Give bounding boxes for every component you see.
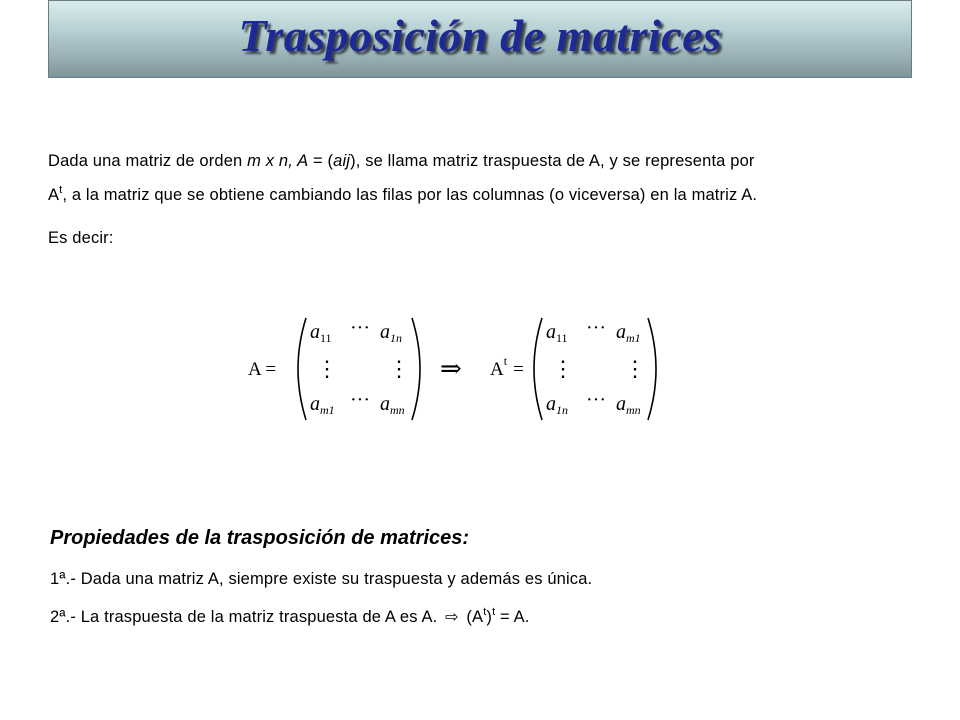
transpose-formula	[240, 314, 670, 424]
matrix-at-r3c2: $a_{mn}$	[616, 393, 641, 417]
definition-line-2	[48, 186, 948, 205]
matrix-at-left-paren	[534, 318, 542, 420]
matrix-at-r3-hdots: ···	[586, 389, 606, 411]
matrix-at-r2c2-vdots: ⋮	[624, 356, 646, 381]
matrix-a-r3c1: $a_{m1}$	[310, 393, 335, 417]
matrix-a-r1c2: $a_{1n}$	[380, 321, 402, 345]
matrix-a-r3-hdots: ···	[350, 389, 370, 411]
matrix-a-left-paren	[298, 318, 306, 420]
matrix-at-right-paren	[648, 318, 656, 420]
property-item-1: 1ª.- Dada una matriz A, siempre existe su traspuesta y además es única.	[50, 570, 593, 588]
definition-text: Dada una matriz de orden	[48, 152, 248, 170]
property-item-2	[50, 607, 530, 627]
title-banner	[48, 0, 912, 78]
matrix-a-r1-hdots: ···	[350, 317, 370, 339]
definition-text: , a la matriz que se obtiene cambiando las filas por las columnas (o viceversa) en la matriz A.	[62, 186, 758, 204]
matrix-a-r2c2-vdots: ⋮	[388, 356, 410, 381]
matrix-a-r2c1-vdots: ⋮	[316, 356, 338, 381]
page-title: Trasposición de matrices	[238, 10, 722, 61]
property-text: = A.	[495, 608, 530, 626]
property-text: (A	[466, 608, 484, 626]
matrix-at-r1-hdots: ···	[586, 317, 606, 339]
definition-text: = (	[308, 152, 334, 170]
matrix-at-r3c1: $a_{1n}$	[546, 393, 568, 417]
matrix-a-r3c2: $a_{mn}$	[380, 393, 405, 417]
matrix-a-r1c1: $a_{11}$	[310, 321, 332, 345]
definition-text: A	[48, 186, 60, 204]
matrix-at-r1c1: $a_{11}$	[546, 321, 568, 345]
definition-line-3: Es decir:	[48, 229, 114, 247]
transpose-superscript: t	[59, 184, 63, 196]
property-text: 2ª.- La traspuesta de la matriz traspuesta de A es A.	[50, 608, 438, 626]
definition-line-1	[48, 152, 948, 171]
properties-heading: Propiedades de la trasposición de matrices:	[50, 527, 470, 549]
definition-text: ), se llama matriz traspuesta de A, y se representa por	[350, 152, 755, 170]
transpose-superscript: t	[483, 606, 487, 618]
matrix-at-r2c1-vdots: ⋮	[552, 356, 574, 381]
right-arrow-icon: ⇨	[445, 609, 459, 626]
matrix-at-r1c2: $a_{m1}$	[616, 321, 641, 345]
matrix-a-right-paren	[412, 318, 420, 420]
implies-symbol: ⇒	[440, 354, 462, 383]
formula-rhs: $A^t$ =	[490, 354, 524, 380]
formula-lhs: A =	[248, 359, 277, 380]
definition-order: m x n, A	[247, 152, 309, 170]
definition-element: aij	[333, 152, 351, 170]
property-text: )	[486, 608, 493, 626]
transpose-superscript: t	[492, 606, 496, 618]
